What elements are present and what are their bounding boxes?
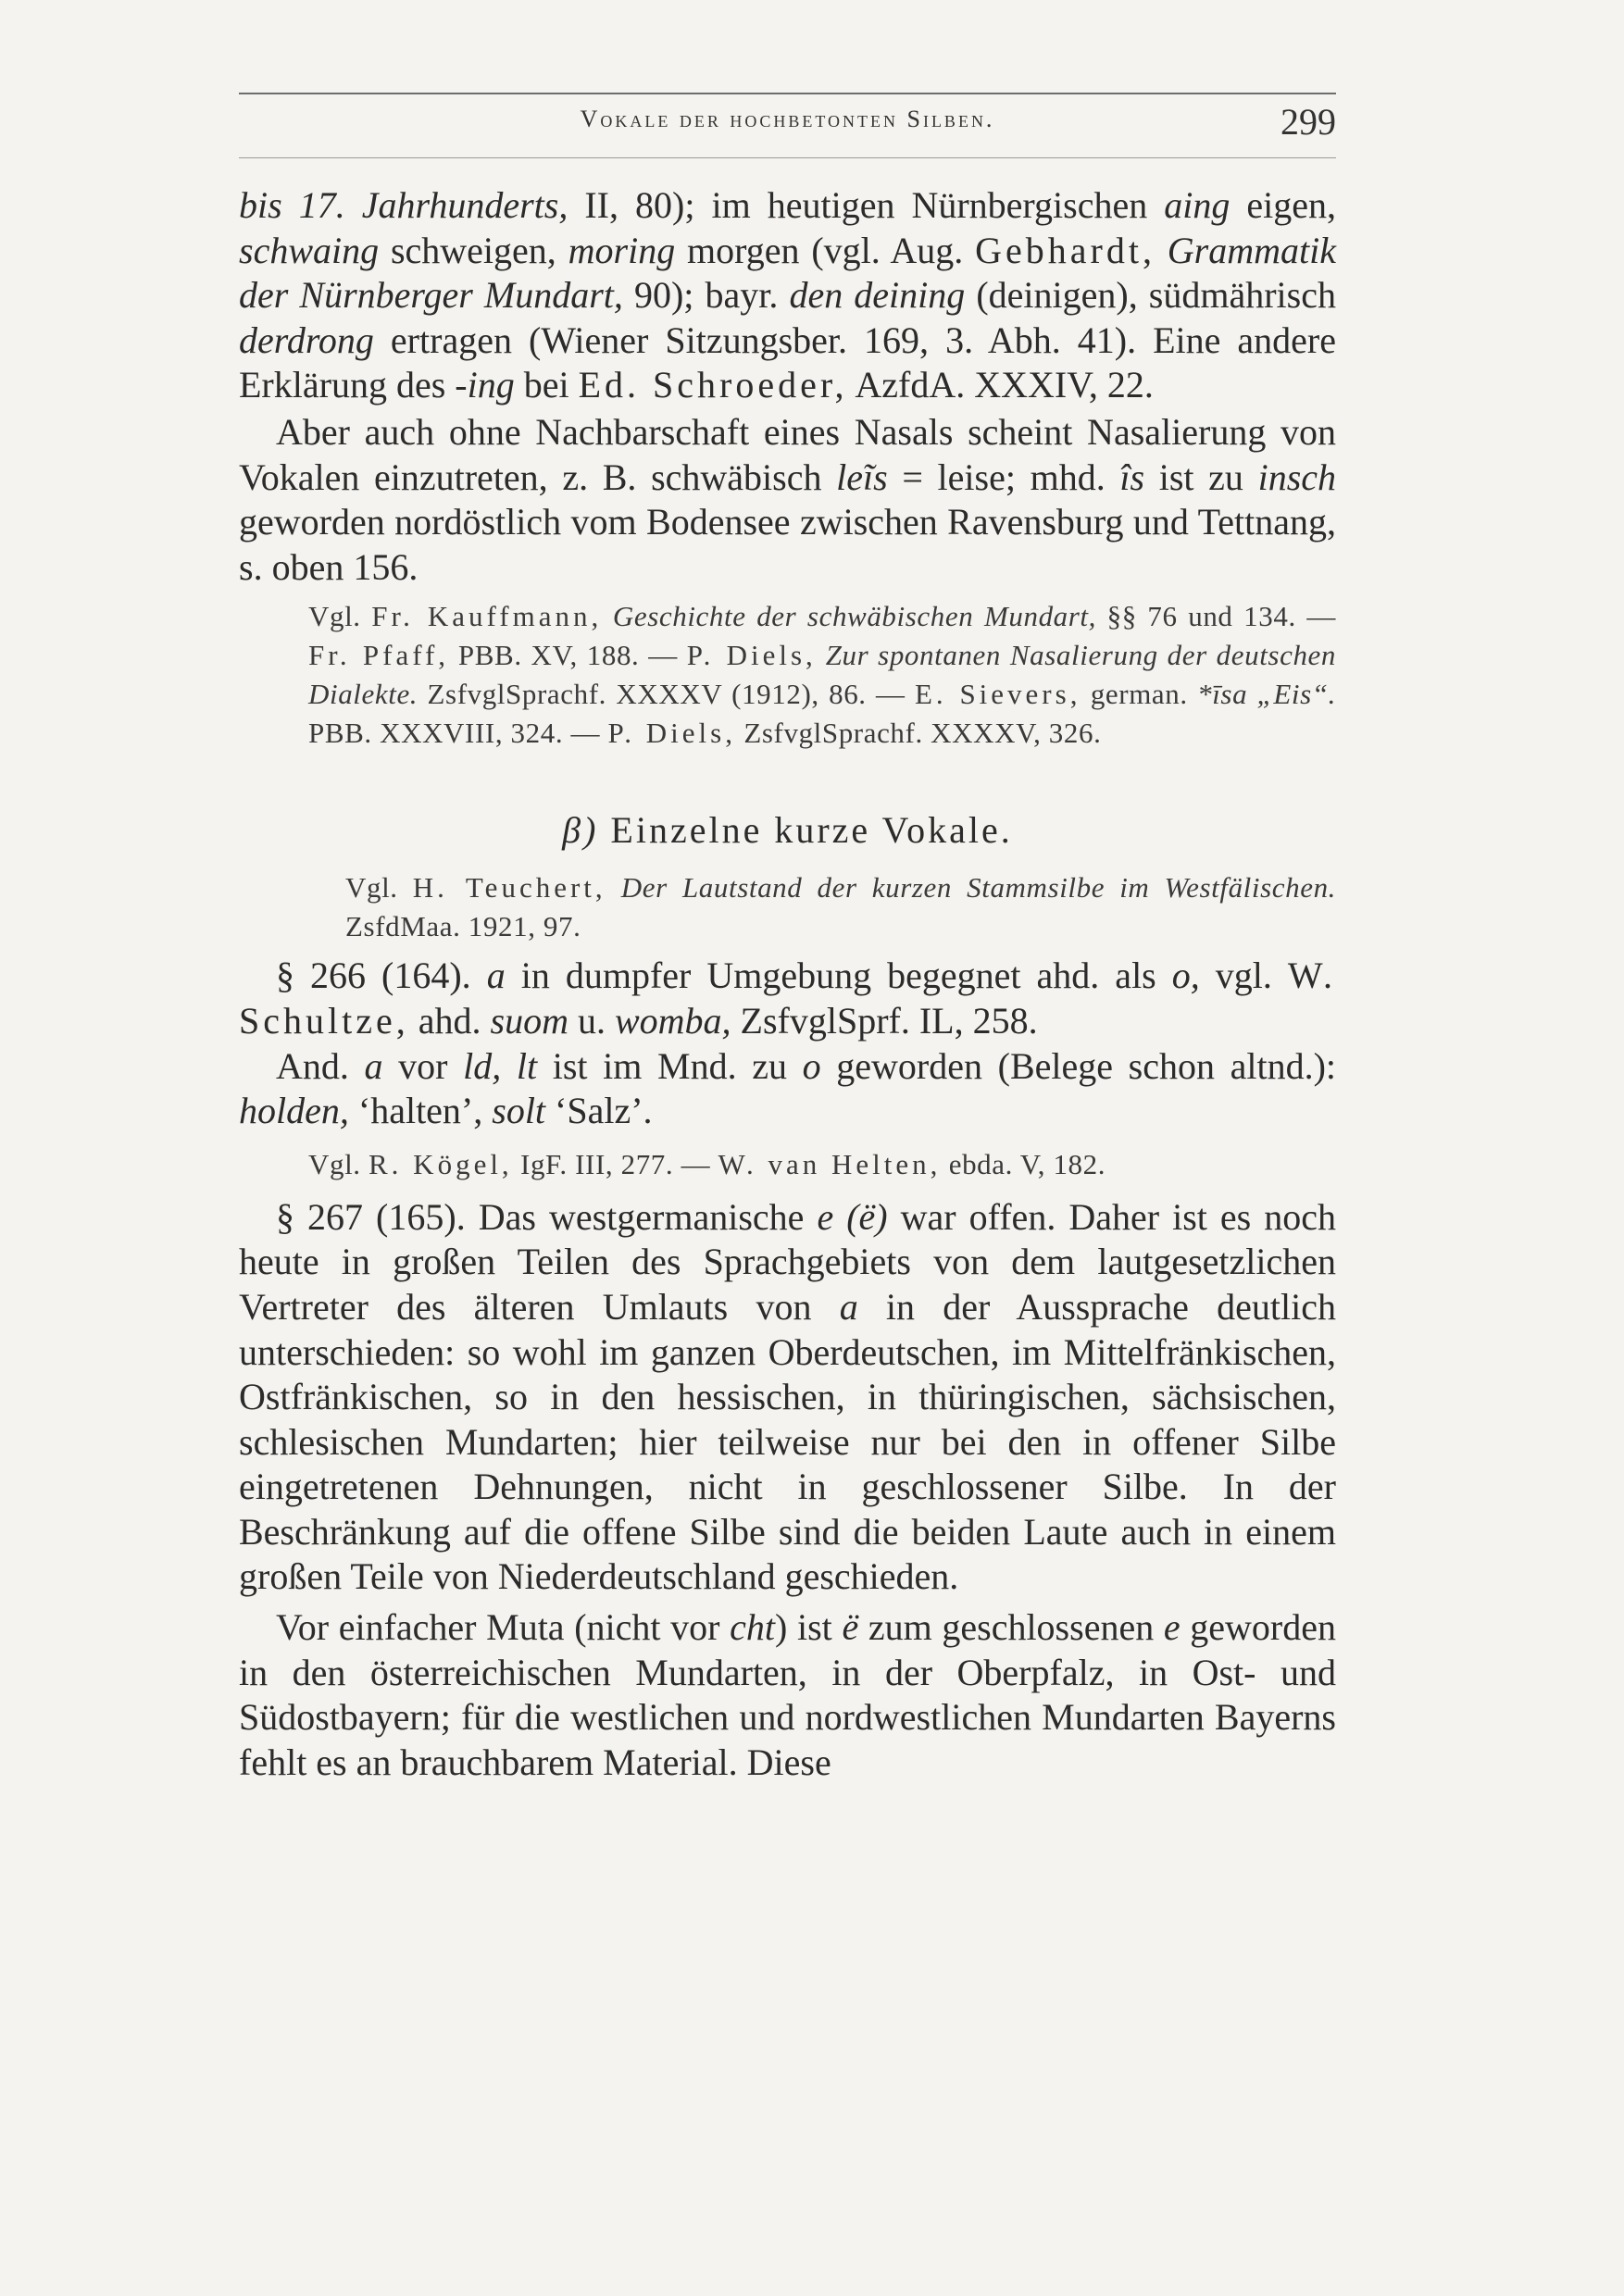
text-span: u. [568, 999, 615, 1042]
text-span: holden, [239, 1090, 349, 1132]
paragraph-and-a [239, 1044, 1336, 1134]
text-span: geworden in den österreichischen Mundarten, in der Oberpfalz, in Ost- und Südostbayern; für die westlichen und nordwestlichen Mundarten Bayerns fehlt es an brauchbarem Material. Diese [239, 1606, 1336, 1783]
text-span: Geschichte der schwäbischen Mundart, [612, 600, 1096, 633]
text-span: Grammatik der Nürnberger Mundart, [239, 229, 1337, 317]
text-span: And. [276, 1044, 365, 1087]
text-span: § 266 (164). [276, 955, 487, 997]
text-span: ZsfvglSprachf. XXXXV, 326. [735, 717, 1102, 750]
author-name: R. Kögel, [369, 1147, 513, 1180]
text-span: Vgl. [345, 871, 413, 905]
paragraph-muta [239, 1605, 1336, 1785]
text-span: PBB. XXXVIII, 324. — [308, 717, 608, 750]
text-span: insch [1257, 455, 1337, 498]
text-span: IgF. III, 277. — [512, 1147, 718, 1180]
text-span: vor [382, 1044, 464, 1087]
text-span: aing [1164, 184, 1230, 226]
text-span: Der Lautstand der kurzen Stammsilbe im Westfälischen. [620, 871, 1337, 905]
text-span: PBB. XV, 188. — [449, 639, 687, 672]
running-head [239, 96, 1336, 152]
text-span: moring [568, 229, 676, 271]
text-span [602, 600, 613, 632]
text-span: Vgl. [308, 600, 372, 633]
author-name: W. Schultze, [239, 955, 1337, 1042]
text-span: = leise; mhd. [887, 455, 1120, 498]
text-span: german. [1081, 678, 1198, 711]
page-body [239, 183, 1336, 1785]
text-span: § 267 (165). Das westgermanische [276, 1195, 818, 1238]
text-span: ist zu [1144, 455, 1258, 498]
header-rule-bottom [239, 157, 1336, 158]
text-span: geworden (Belege schon altnd.): [820, 1044, 1337, 1087]
text-span: ZsfdMaa. 1921, 97. [345, 910, 581, 943]
text-span: e [1163, 1606, 1181, 1649]
text-span: §§ 76 und 134. — [1096, 600, 1337, 633]
text-span: ) ist [775, 1606, 843, 1649]
text-span: suom [490, 999, 568, 1042]
header-rule-top [239, 93, 1336, 94]
text-span: in der Aussprache deutlich unterschieden: so wohl im ganzen Oberdeutschen, im Mittelfränkischen, Ostfränkischen, so in den hessischen, in thüringischen, sächsischen, schlesischen Mundarten; hier teilweise nur bei den in offener Silbe eingetretenen Dehnungen, nicht in geschlossener Silbe. In der Beschränkung auf die offene Silbe sind die beiden Laute auch in einem großen Teile von Niederdeutschland geschieden. [239, 1285, 1336, 1598]
section-marker: β) [562, 809, 599, 852]
author-name: P. Diels, [686, 639, 817, 672]
paragraph-continuation [239, 183, 1336, 408]
text-span: schweigen, [379, 229, 568, 271]
text-span: Vgl. [308, 1147, 369, 1180]
text-span: zum geschlossenen [858, 1606, 1164, 1649]
author-name: Gebhardt, [975, 229, 1156, 271]
text-span: ebda. V, 182. [941, 1147, 1106, 1180]
text-span: *īsa „Eis“. [1197, 678, 1336, 711]
text-span: ë [842, 1606, 859, 1649]
author-name: Fr. Kauffmann, [371, 600, 603, 633]
text-span: in dumpfer Umgebung begegnet ahd. als [505, 955, 1172, 997]
text-span [817, 639, 826, 671]
text-span: ahd. [408, 999, 491, 1042]
author-name: Ed. Schroeder, [578, 364, 848, 406]
text-span: den deining [789, 274, 966, 317]
text-span: Vor einfacher Muta (nicht vor [276, 1606, 731, 1649]
text-span: îs [1119, 455, 1145, 498]
author-name: Fr. Pfaff, [308, 639, 450, 672]
text-span: womba, [614, 999, 731, 1042]
author-name: H. Teuchert, [412, 871, 606, 905]
text-span: (deinigen), südmährisch [965, 274, 1336, 317]
text-span: ZsfvglSprf. IL, 258. [731, 999, 1038, 1042]
author-name: P. Diels, [607, 717, 736, 750]
text-span: ld, lt [463, 1044, 538, 1087]
text-span: leĩs [836, 455, 888, 498]
text-span: cht [730, 1606, 776, 1649]
text-span [1156, 230, 1168, 271]
text-span: a [364, 1044, 383, 1087]
text-span: war offen. Daher ist es noch heute in großen Teilen des Sprachgebiets von dem lautgesetzlichen Vertreter des älteren Umlauts von [239, 1195, 1337, 1328]
text-span: schwaing [239, 229, 380, 271]
text-span: AzfdA. XXXIV, 22. [847, 364, 1154, 406]
text-span: ‘Salz’. [545, 1090, 653, 1132]
text-span: Zur spontanen Nasalierung der deutschen Dialekte. [308, 639, 1337, 711]
section-heading [239, 808, 1336, 852]
reference-note [239, 597, 1336, 753]
text-span: morgen (vgl. Aug. [675, 229, 976, 271]
text-span: a [839, 1285, 858, 1328]
text-span: o, [1171, 955, 1200, 997]
text-span: 90); bayr. [622, 274, 790, 317]
text-span: Aber auch ohne Nachbarschaft eines Nasals scheint Nasalierung von Vokalen einzutreten, z. B. schwäbisch [239, 410, 1336, 498]
text-span: -ing [455, 364, 515, 406]
page-number: 299 [1280, 101, 1336, 143]
section-title: Einzelne kurze Vokale. [598, 809, 1013, 852]
text-span: ertragen (Wiener Sitzungsber. 169, 3. Abh. 41). Eine andere Erklärung des [239, 318, 1336, 406]
paragraph-266 [239, 954, 1336, 1043]
text-span: vgl. [1199, 955, 1288, 997]
text-span: a [486, 955, 506, 997]
text-span: bis 17. Jahrhunderts, [239, 184, 568, 226]
text-span: bei [514, 364, 579, 406]
reference-note [239, 1145, 1336, 1184]
text-span: e (ë) [817, 1195, 888, 1238]
text-span: ‘halten’, [348, 1090, 493, 1132]
paragraph-nasalization [239, 410, 1336, 590]
running-head-title: Vokale der hochbetonten Silben. [580, 106, 995, 132]
text-span: ZsfvglSprachf. XXXXV (1912), 86. — [418, 678, 915, 711]
text-span: geworden nordöstlich vom Bodensee zwischen Ravensburg und Tettnang, s. oben 156. [239, 501, 1336, 588]
text-span: eigen, [1230, 184, 1337, 226]
text-span: o [802, 1044, 821, 1087]
text-span: derdrong [239, 318, 374, 361]
text-span: ist im Mnd. zu [537, 1044, 803, 1087]
paragraph-267 [239, 1195, 1336, 1600]
text-span [606, 871, 621, 904]
author-name: W. van Helten, [718, 1147, 942, 1180]
reference-note [239, 868, 1336, 946]
text-span: solt [492, 1090, 546, 1132]
text-span: II, 80); im heutigen Nürnbergischen [568, 184, 1165, 226]
author-name: E. Sievers, [914, 678, 1081, 711]
